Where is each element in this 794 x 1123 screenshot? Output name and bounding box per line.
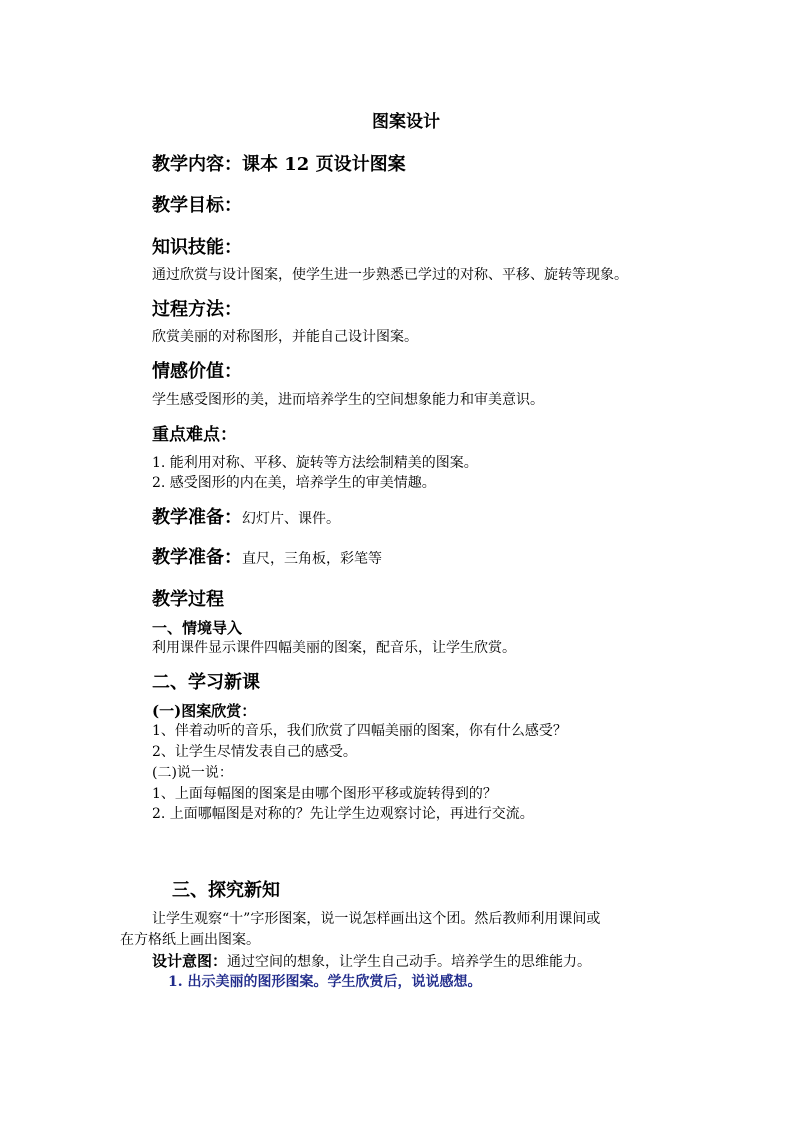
knowledge-skills-heading: 知识技能： [152, 237, 242, 258]
knowledge-skills-text: 通过欣赏与设计图案，使学生进一步熟悉已学过的对称、平移、旋转等现象。 [152, 267, 628, 283]
section-2-title: 二、学习新课 [152, 672, 260, 693]
emotion-value-heading: 情感价值： [152, 361, 242, 382]
section-1-title: 一、情境导入 [152, 619, 243, 637]
teaching-content: 教学内容：课本 12 页设计图案 [152, 154, 406, 175]
subsection-1-item-1: 1、伴着动听的音乐，我们欣赏了四幅美丽的图案，你有什么感受？ [152, 723, 567, 739]
subsection-1-title: (一)图案欣赏： [152, 702, 257, 720]
section-3-text-line-1: 让学生观察“十”字形图案，说一说怎样画出这个团。然后教师利用课间或 [152, 911, 601, 927]
teaching-prep-2-text: 直尺，三角板，彩笔等 [242, 551, 382, 567]
section-1-text: 利用课件显示课件四幅美丽的图案，配音乐，让学生欣赏。 [152, 640, 516, 656]
process-method-text: 欣赏美丽的对称图形，并能自己设计图案。 [152, 329, 418, 345]
key-point-item-1: 1. 能利用对称、平移、旋转等方法绘制精美的图案。 [152, 455, 478, 471]
process-method-heading: 过程方法： [152, 299, 242, 320]
section-3-text-line-2: 在方格纸上画出图案。 [120, 932, 260, 948]
key-point-item-2: 2. 感受图形的内在美，培养学生的审美情趣。 [152, 475, 436, 491]
subsection-2-item-1: 1、上面每幅图的图案是由哪个图形平移或旋转得到的？ [152, 786, 497, 802]
teaching-prep-1-text: 幻灯片、课件。 [242, 511, 340, 527]
key-points-heading: 重点难点： [152, 425, 237, 445]
teaching-prep-1-label: 教学准备： [152, 507, 242, 528]
design-intent-label: 设计意图： [152, 952, 228, 970]
emotion-value-text: 学生感受图形的美，进而培养学生的空间想象能力和审美意识。 [152, 392, 544, 408]
teaching-prep-1 [152, 503, 340, 529]
teaching-prep-2-label: 教学准备： [152, 547, 242, 568]
teaching-process-heading: 教学过程 [152, 589, 224, 610]
teaching-prep-2 [152, 543, 382, 569]
section-3-title: 三、探究新知 [172, 880, 280, 901]
teaching-goals-heading: 教学目标： [152, 195, 242, 216]
document-title: 图案设计 [372, 112, 440, 132]
subsection-2-item-2: 2. 上面哪幅图是对称的？先让学生边观察讨论，再进行交流。 [152, 806, 534, 822]
subsection-1-item-2: 2、让学生尽情发表自己的感受。 [152, 744, 357, 760]
subsection-2-title: (二)说一说： [152, 765, 233, 781]
design-intent [152, 950, 591, 971]
step-1-text: 1. 出示美丽的图形图案。学生欣赏后，说说感想。 [168, 974, 482, 990]
design-intent-text: 通过空间的想象，让学生自己动手。培养学生的思维能力。 [227, 954, 592, 970]
